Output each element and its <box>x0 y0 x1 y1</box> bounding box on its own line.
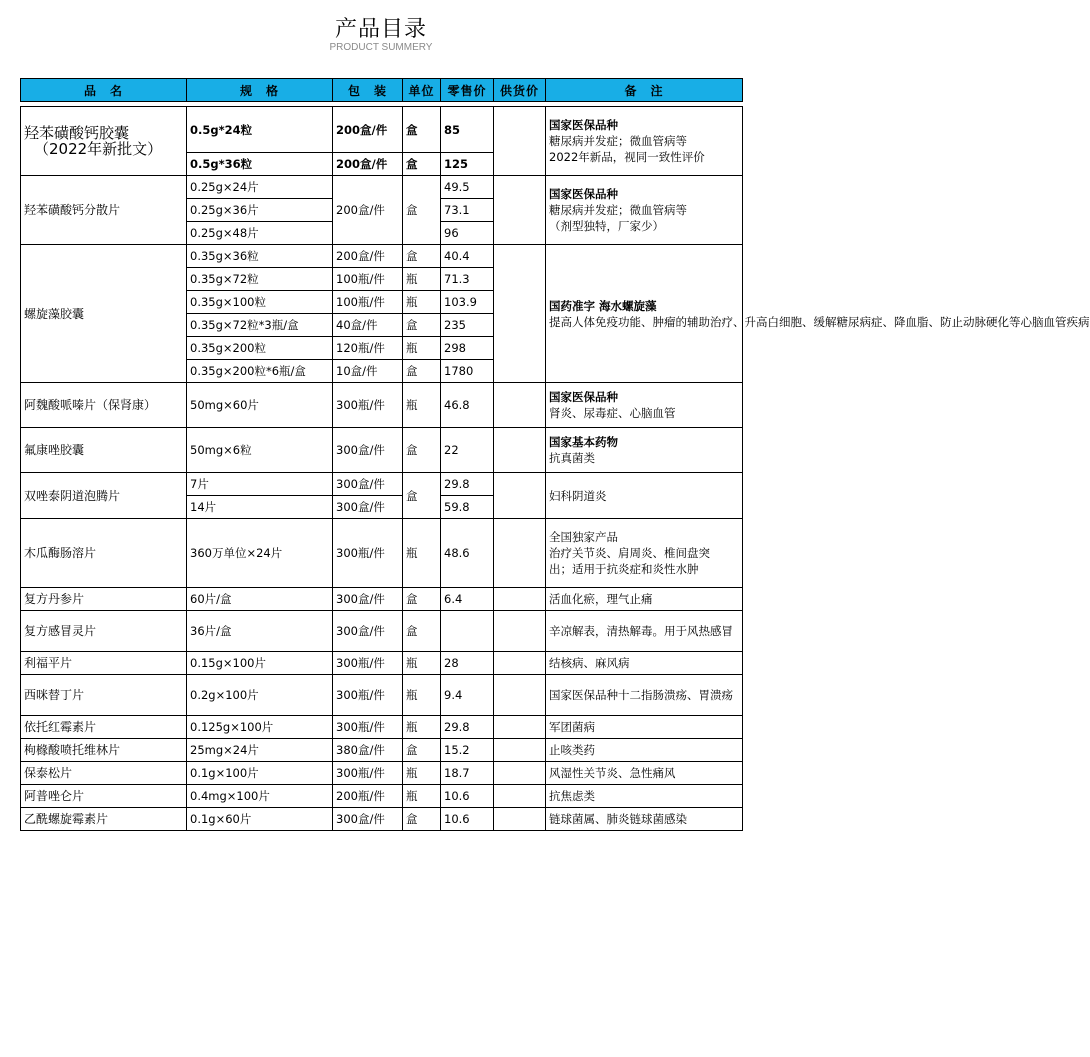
supply-price-cell <box>494 245 546 383</box>
pack-cell: 10盒/件 <box>333 360 403 383</box>
retail-price-cell: 29.8 <box>441 716 494 739</box>
retail-price-cell: 46.8 <box>441 383 494 428</box>
retail-price-cell: 28 <box>441 652 494 675</box>
supply-price-cell <box>494 739 546 762</box>
product-name: 羟苯磺酸钙分散片 <box>21 176 187 245</box>
remarks-cell: 结核病、麻风病 <box>546 652 743 675</box>
product-name: 螺旋藻胶囊 <box>21 245 187 383</box>
product-name: 乙酰螺旋霉素片 <box>21 808 187 831</box>
table-row <box>21 762 743 785</box>
product-name: 利福平片 <box>21 652 187 675</box>
spec-cell: 0.5g*36粒 <box>187 153 333 176</box>
column-header-name: 品 名 <box>21 79 187 102</box>
remarks-text: 糖尿病并发症；微血管病等 <box>549 134 687 148</box>
remarks-cell <box>546 245 1090 383</box>
product-name: 羟苯磺酸钙胶囊 <box>24 124 130 142</box>
table-row <box>21 611 743 652</box>
retail-price-cell: 48.6 <box>441 519 494 588</box>
table-row <box>21 107 743 153</box>
supply-price-cell <box>494 107 546 176</box>
table-row <box>21 473 743 496</box>
pack-cell: 300瓶/件 <box>333 675 403 716</box>
remarks-text: 肾炎、尿毒症、心脑血管 <box>549 406 676 420</box>
product-name-note: （2022年新批文） <box>34 140 163 158</box>
spec-cell: 14片 <box>187 496 333 519</box>
pack-cell: 300盒/件 <box>333 611 403 652</box>
spec-cell: 0.25g×24片 <box>187 176 333 199</box>
table-row <box>21 675 743 716</box>
remarks-cell: 止咳类药 <box>546 739 743 762</box>
remarks-cell <box>546 519 743 588</box>
column-header-supply-price: 供货价 <box>494 79 546 102</box>
table-row <box>21 808 743 831</box>
spec-cell: 0.35g×200粒*6瓶/盒 <box>187 360 333 383</box>
spec-cell: 7片 <box>187 473 333 496</box>
column-header-remarks: 备 注 <box>546 79 743 102</box>
pack-cell: 100瓶/件 <box>333 291 403 314</box>
product-name: 复方丹参片 <box>21 588 187 611</box>
pack-cell: 200盒/件 <box>333 245 403 268</box>
product-name: 双唑泰阴道泡腾片 <box>21 473 187 519</box>
unit-cell: 瓶 <box>403 675 441 716</box>
spec-cell: 0.25g×36片 <box>187 199 333 222</box>
pack-cell: 100瓶/件 <box>333 268 403 291</box>
product-name: 氟康唑胶囊 <box>21 428 187 473</box>
remarks-text: 2022年新品，视同一致性评价 <box>549 150 705 164</box>
retail-price-cell: 40.4 <box>441 245 494 268</box>
product-name: 阿普唑仑片 <box>21 785 187 808</box>
product-name: 依托红霉素片 <box>21 716 187 739</box>
spec-cell: 0.125g×100片 <box>187 716 333 739</box>
product-name: 阿魏酸哌嗪片（保肾康） <box>21 383 187 428</box>
retail-price-cell: 1780 <box>441 360 494 383</box>
unit-cell: 盒 <box>403 808 441 831</box>
remarks-cell: 风湿性关节炎、急性痛风 <box>546 762 743 785</box>
supply-price-cell <box>494 716 546 739</box>
unit-cell: 瓶 <box>403 337 441 360</box>
retail-price-cell: 29.8 <box>441 473 494 496</box>
retail-price-cell: 15.2 <box>441 739 494 762</box>
spec-cell: 0.1g×60片 <box>187 808 333 831</box>
unit-cell: 瓶 <box>403 762 441 785</box>
retail-price-cell: 18.7 <box>441 762 494 785</box>
pack-cell: 40盒/件 <box>333 314 403 337</box>
supply-price-cell <box>494 383 546 428</box>
spec-cell: 50mg×60片 <box>187 383 333 428</box>
supply-price-cell <box>494 176 546 245</box>
spec-cell: 0.4mg×100片 <box>187 785 333 808</box>
retail-price-cell <box>441 611 494 652</box>
pack-cell: 200盒/件 <box>333 153 403 176</box>
remarks-cell: 链球菌属、肺炎链球菌感染 <box>546 808 743 831</box>
page-title: 产品目录 <box>334 17 427 42</box>
pack-cell: 300瓶/件 <box>333 762 403 785</box>
product-name: 复方感冒灵片 <box>21 611 187 652</box>
remarks-text: 抗真菌类 <box>549 451 595 465</box>
product-name: 木瓜酶肠溶片 <box>21 519 187 588</box>
remarks-title: 国家医保品种 <box>549 187 618 201</box>
remarks-cell: 国家医保品种十二指肠溃疡、胃溃疡 <box>546 675 743 716</box>
spec-cell: 0.15g×100片 <box>187 652 333 675</box>
spec-cell: 36片/盒 <box>187 611 333 652</box>
table-header-row <box>21 79 743 102</box>
remarks-title: 国家医保品种 <box>549 390 618 404</box>
product-name-cell <box>21 107 187 176</box>
unit-cell: 盒 <box>403 153 441 176</box>
spec-cell: 0.35g×72粒 <box>187 268 333 291</box>
product-name: 枸橼酸喷托维林片 <box>21 739 187 762</box>
unit-cell: 瓶 <box>403 785 441 808</box>
product-table <box>20 78 1090 831</box>
unit-cell: 瓶 <box>403 291 441 314</box>
remarks-text: （剂型独特，厂家少） <box>549 219 664 233</box>
spec-cell: 0.2g×100片 <box>187 675 333 716</box>
retail-price-cell: 59.8 <box>441 496 494 519</box>
spec-cell: 0.35g×72粒*3瓶/盒 <box>187 314 333 337</box>
pack-cell: 380盒/件 <box>333 739 403 762</box>
remarks-cell: 军团菌病 <box>546 716 743 739</box>
retail-price-cell: 71.3 <box>441 268 494 291</box>
supply-price-cell <box>494 785 546 808</box>
remarks-cell: 妇科阴道炎 <box>546 473 743 519</box>
table-row <box>21 785 743 808</box>
retail-price-cell: 298 <box>441 337 494 360</box>
unit-cell: 瓶 <box>403 383 441 428</box>
pack-cell: 200盒/件 <box>333 107 403 153</box>
remarks-cell <box>546 176 743 245</box>
unit-cell: 瓶 <box>403 716 441 739</box>
pack-cell: 300瓶/件 <box>333 716 403 739</box>
retail-price-cell: 73.1 <box>441 199 494 222</box>
product-name: 保泰松片 <box>21 762 187 785</box>
unit-cell: 盒 <box>403 588 441 611</box>
pack-cell: 300盒/件 <box>333 588 403 611</box>
table-row <box>21 588 743 611</box>
unit-cell: 瓶 <box>403 652 441 675</box>
table-row <box>21 716 743 739</box>
unit-cell: 盒 <box>403 107 441 153</box>
remarks-title: 国家医保品种 <box>549 118 618 132</box>
retail-price-cell: 125 <box>441 153 494 176</box>
retail-price-cell: 6.4 <box>441 588 494 611</box>
retail-price-cell: 22 <box>441 428 494 473</box>
table-row <box>21 428 743 473</box>
remarks-text: 治疗关节炎、肩周炎、椎间盘突 <box>549 546 710 560</box>
remarks-cell: 抗焦虑类 <box>546 785 743 808</box>
remarks-title: 国药准字 海水螺旋藻 <box>549 298 657 313</box>
spec-cell: 0.5g*24粒 <box>187 107 333 153</box>
supply-price-cell <box>494 473 546 519</box>
remarks-cell: 辛凉解表，清热解毒。用于风热感冒 <box>546 611 743 652</box>
table-row <box>21 383 743 428</box>
remarks-text: 糖尿病并发症；微血管病等 <box>549 203 687 217</box>
unit-cell: 盒 <box>403 473 441 519</box>
remarks-text: 全国独家产品 <box>549 530 618 544</box>
pack-cell: 300盒/件 <box>333 473 403 496</box>
retail-price-cell: 10.6 <box>441 808 494 831</box>
unit-cell: 盒 <box>403 428 441 473</box>
pack-cell: 300瓶/件 <box>333 519 403 588</box>
pack-cell: 120瓶/件 <box>333 337 403 360</box>
pack-cell: 300瓶/件 <box>333 383 403 428</box>
pack-cell: 300盒/件 <box>333 808 403 831</box>
table-row <box>21 519 743 588</box>
unit-cell: 盒 <box>403 739 441 762</box>
retail-price-cell: 49.5 <box>441 176 494 199</box>
spec-cell: 0.25g×48片 <box>187 222 333 245</box>
supply-price-cell <box>494 675 546 716</box>
retail-price-cell: 9.4 <box>441 675 494 716</box>
unit-cell: 盒 <box>403 176 441 245</box>
remarks-cell <box>546 428 743 473</box>
spec-cell: 360万单位×24片 <box>187 519 333 588</box>
supply-price-cell <box>494 428 546 473</box>
spec-cell: 0.1g×100片 <box>187 762 333 785</box>
retail-price-cell: 103.9 <box>441 291 494 314</box>
spec-cell: 0.35g×36粒 <box>187 245 333 268</box>
pack-cell: 300瓶/件 <box>333 652 403 675</box>
supply-price-cell <box>494 519 546 588</box>
column-header-spec: 规 格 <box>187 79 333 102</box>
unit-cell: 瓶 <box>403 268 441 291</box>
page-subtitle: PRODUCT SUMMERY <box>329 42 433 53</box>
column-header-pack: 包 装 <box>333 79 403 102</box>
table-row <box>21 176 743 199</box>
unit-cell: 盒 <box>403 360 441 383</box>
spec-cell: 25mg×24片 <box>187 739 333 762</box>
column-header-unit: 单位 <box>403 79 441 102</box>
supply-price-cell <box>494 652 546 675</box>
pack-cell: 200瓶/件 <box>333 785 403 808</box>
supply-price-cell <box>494 611 546 652</box>
supply-price-cell <box>494 588 546 611</box>
unit-cell: 盒 <box>403 245 441 268</box>
remarks-title: 国家基本药物 <box>549 435 618 449</box>
table-row <box>21 245 743 268</box>
remarks-text: 出；适用于抗炎症和炎性水肿 <box>549 562 699 576</box>
pack-cell: 200盒/件 <box>333 176 403 245</box>
retail-price-cell: 85 <box>441 107 494 153</box>
unit-cell: 盒 <box>403 314 441 337</box>
supply-price-cell <box>494 808 546 831</box>
remarks-text: 提高人体免疫功能、肿瘤的辅助治疗、升高白细胞、缓解糖尿病症、降血脂、防止动脉硬化等心脑血管疾病 <box>549 314 1090 329</box>
supply-price-cell <box>494 762 546 785</box>
table-row <box>21 652 743 675</box>
pack-cell: 300盒/件 <box>333 428 403 473</box>
unit-cell: 盒 <box>403 611 441 652</box>
retail-price-cell: 235 <box>441 314 494 337</box>
retail-price-cell: 10.6 <box>441 785 494 808</box>
spec-cell: 60片/盒 <box>187 588 333 611</box>
product-name: 西咪替丁片 <box>21 675 187 716</box>
spec-cell: 0.35g×200粒 <box>187 337 333 360</box>
spec-cell: 0.35g×100粒 <box>187 291 333 314</box>
remarks-cell <box>546 383 743 428</box>
column-header-retail-price: 零售价 <box>441 79 494 102</box>
spec-cell: 50mg×6粒 <box>187 428 333 473</box>
unit-cell: 瓶 <box>403 519 441 588</box>
remarks-cell: 活血化瘀，理气止痛 <box>546 588 743 611</box>
pack-cell: 300盒/件 <box>333 496 403 519</box>
table-row <box>21 739 743 762</box>
retail-price-cell: 96 <box>441 222 494 245</box>
remarks-cell <box>546 107 743 176</box>
